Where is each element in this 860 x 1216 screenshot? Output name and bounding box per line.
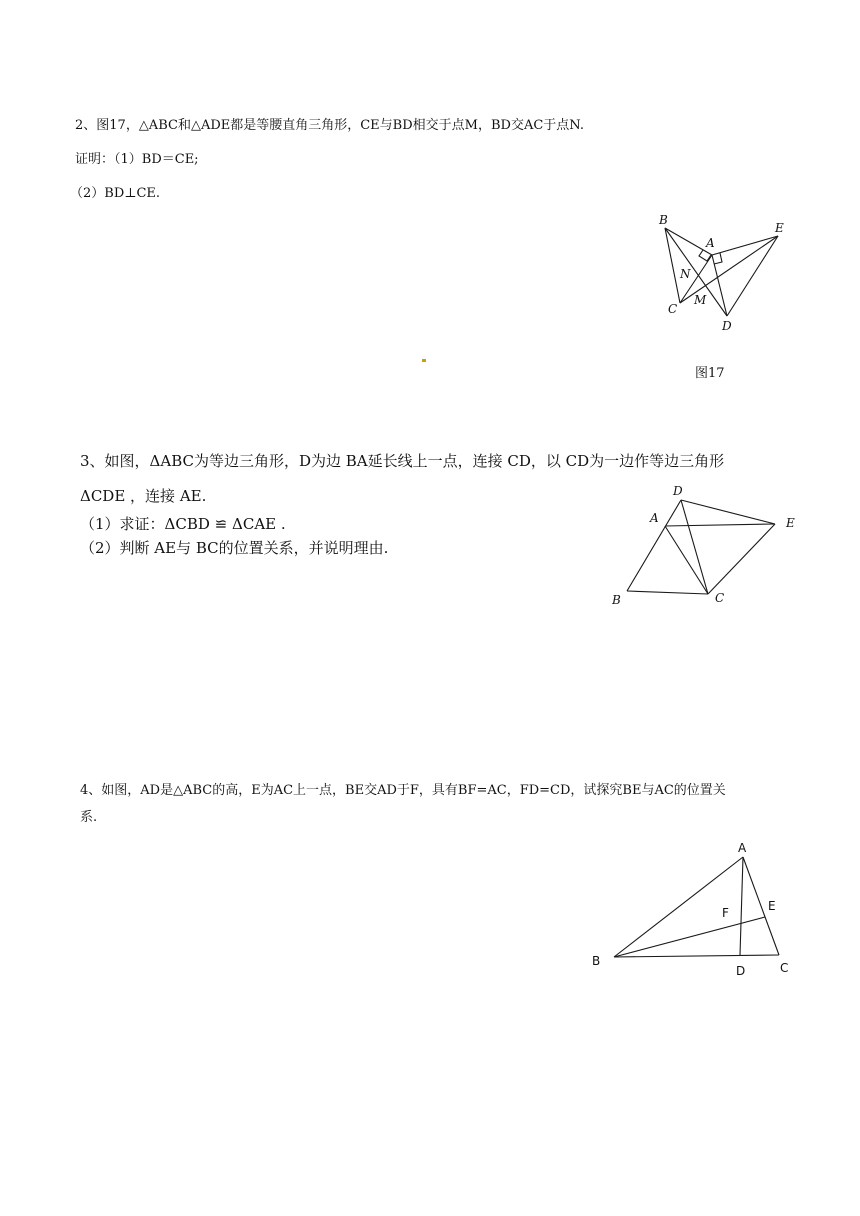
label-c: C xyxy=(715,591,725,605)
segment-ad xyxy=(740,857,743,955)
label-e: E xyxy=(768,899,776,913)
label-e: E xyxy=(786,516,795,530)
problem-3-line-2: ΔCDE ，连接 AE. xyxy=(80,487,207,505)
label-e: E xyxy=(775,221,784,235)
label-d: D xyxy=(736,964,746,978)
label-b: B xyxy=(659,213,668,227)
label-m: M xyxy=(694,293,707,307)
label-b: B xyxy=(592,954,601,968)
label-a: A xyxy=(706,236,715,250)
label-c: C xyxy=(780,961,789,975)
problem-4-line-1: 4、如图，AD是△ABC的高，E为AC上一点，BE交AD于F，具有BF=AC，FD=CD，试探究BE与AC的位置关 xyxy=(80,783,726,798)
label-a: A xyxy=(650,511,659,525)
problem-2-part-1: 证明：（1）BD＝CE; xyxy=(75,152,199,167)
segment-bc xyxy=(614,955,779,957)
figure-17-caption: 图17 xyxy=(695,366,725,381)
segment-be xyxy=(614,917,765,957)
label-a: A xyxy=(738,841,747,855)
label-b: B xyxy=(612,593,621,607)
problem-3-part-2: （2）判断 AE与 BC的位置关系，并说明理由. xyxy=(80,539,389,557)
problem-2-statement: 2、图17，△ABC和△ADE都是等腰直角三角形，CE与BD相交于点M，BD交AC于点N. xyxy=(75,118,584,133)
label-n: N xyxy=(680,267,691,281)
label-f: F xyxy=(722,906,729,920)
problem-4-line-2: 系. xyxy=(80,810,98,825)
problem-2-part-2: （2）BD⊥CE. xyxy=(70,186,161,201)
label-d: D xyxy=(673,484,683,498)
problem-3-part-1: （1）求证：ΔCBD ≌ ΔCAE . xyxy=(80,515,286,533)
label-c: C xyxy=(668,302,678,316)
label-d: D xyxy=(722,319,732,333)
problem-3-line-1: 3、如图，ΔABC为等边三角形，D为边 BA延长线上一点，连接 CD，以 CD为一边作等边三角形 xyxy=(80,452,725,470)
